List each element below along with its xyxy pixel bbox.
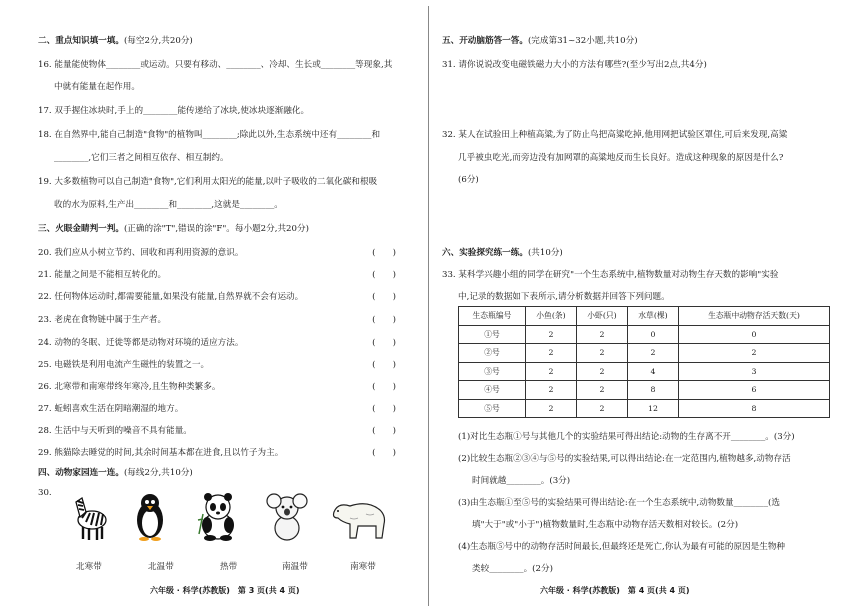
zone-label[interactable]: 北寒带 <box>76 562 102 572</box>
zone-label[interactable]: 南温带 <box>282 562 308 572</box>
table-row <box>459 381 830 400</box>
table-row <box>459 325 830 344</box>
polar-bear-icon[interactable] <box>328 492 392 552</box>
table-cell: 3 <box>679 362 830 381</box>
zebra-icon[interactable] <box>68 492 116 552</box>
answer-paren[interactable]: ( ) <box>372 270 396 280</box>
section5-heading: 五、开动脑筋答一答。(完成第31~32小题,共10分) <box>442 36 638 46</box>
animal-row <box>60 452 400 516</box>
table-row <box>459 399 830 418</box>
q32-line3: (6分) <box>458 175 479 185</box>
table-cell: 8 <box>628 381 679 400</box>
table-cell: 12 <box>628 399 679 418</box>
q30-number: 30. <box>38 488 52 498</box>
table-cell: 2 <box>679 344 830 363</box>
q31: 31. 请你说说改变电磁铁磁力大小的方法有哪些?(至少写出2点,共4分) <box>442 60 707 70</box>
q20: 20. 我们应从小树立节约、回收和再利用资源的意识。 <box>38 248 244 258</box>
table-cell: 8 <box>679 399 830 418</box>
q29: 29. 熊猫除去睡觉的时间,其余时间基本都在进食,且以竹子为主。 <box>38 448 284 458</box>
q24: 24. 动物的冬眠、迁徙等都是动物对环境的适应方法。 <box>38 338 244 348</box>
footer-left: 六年级 · 科学(苏教版) 第 3 页(共 4 页) <box>150 586 300 595</box>
q33-line2: 中,记录的数据如下表所示,请分析数据并回答下列问题。 <box>458 292 670 302</box>
table-cell: ①号 <box>459 325 526 344</box>
table-cell: 2 <box>526 362 577 381</box>
answer-paren[interactable]: ( ) <box>372 360 396 370</box>
table-header-row <box>459 307 830 326</box>
table-header: 生态瓶编号 <box>459 307 526 326</box>
experiment-table <box>458 306 830 418</box>
q22: 22. 任何物体运动时,都需要能量,如果没有能量,自然界就不会有运动。 <box>38 292 304 302</box>
answer-paren[interactable]: ( ) <box>372 404 396 414</box>
q17: 17. 双手握住冰块时,手上的________能传递给了冰块,使冰块逐渐融化。 <box>38 106 310 116</box>
table-cell: 2 <box>577 344 628 363</box>
answer-paren[interactable]: ( ) <box>372 338 396 348</box>
table-cell: 0 <box>628 325 679 344</box>
table-row <box>459 362 830 381</box>
q33-sub3-line1: (3)由生态瓶①至⑤号的实验结果可得出结论:在一个生态系统中,动物数量________(选 <box>458 498 780 508</box>
q25: 25. 电磁铁是利用电流产生磁性的装置之一。 <box>38 360 210 370</box>
table-cell: ②号 <box>459 344 526 363</box>
table-cell: 2 <box>577 399 628 418</box>
table-cell: ④号 <box>459 381 526 400</box>
table-cell: 2 <box>526 325 577 344</box>
answer-paren[interactable]: ( ) <box>372 382 396 392</box>
section3-heading: 三、火眼金睛判一判。(正确的涂"T",错误的涂"F"。每小题2分,共20分) <box>38 224 309 234</box>
table-cell: 2 <box>577 381 628 400</box>
q32-line1: 32. 某人在试验田上种植高粱,为了防止鸟把高粱吃掉,他用网把试验区罩住,可后来发现,高粱 <box>442 130 788 140</box>
q16-line2: 中就有能量在起作用。 <box>54 82 140 92</box>
q28: 28. 生活中与天听到的噪音不具有能量。 <box>38 426 192 436</box>
q33-sub1: (1)对比生态瓶①号与其他几个的实验结果可得出结论:动物的生存离不开________。(3分) <box>458 432 795 442</box>
table-header: 小虾(只) <box>577 307 628 326</box>
table-header: 小鱼(条) <box>526 307 577 326</box>
zone-label[interactable]: 北温带 <box>148 562 174 572</box>
section2-heading: 二、重点知识填一填。(每空2分,共20分) <box>38 36 193 46</box>
koala-icon[interactable] <box>265 492 313 552</box>
q16-line1: 16. 能量能使物体________或运动。只要有移动、________、冷却、生长或________等现象,其 <box>38 60 393 70</box>
q23: 23. 老虎在食物链中属于生产者。 <box>38 315 167 325</box>
table-cell: 6 <box>679 381 830 400</box>
table-cell: 2 <box>526 399 577 418</box>
table-cell: 4 <box>628 362 679 381</box>
table-header: 生态瓶中动物存活天数(天) <box>679 307 830 326</box>
table-cell: 2 <box>526 344 577 363</box>
q19-line2: 收的水为原料,生产出________和________,这就是________。 <box>54 200 283 210</box>
section4-heading: 四、动物家园连一连。(每线2分,共10分) <box>38 468 193 478</box>
answer-paren[interactable]: ( ) <box>372 315 396 325</box>
q32-line2: 几乎被虫吃光,而旁边没有加网罩的高粱地反而生长良好。造成这种现象的原因是什么? <box>458 153 784 163</box>
q33-line1: 33. 某科学兴趣小组的同学在研究"一个生态系统中,植物数量对动物生存天数的影响"实验 <box>442 270 779 280</box>
q33-sub4-line1: (4)生态瓶⑤号中的动物存活时间最长,但最终还是死亡,你认为最有可能的原因是生物种 <box>458 542 786 552</box>
q18-line1: 18. 在自然界中,能自己制造"食物"的植物叫________;除此以外,生态系统中还有________和 <box>38 130 381 140</box>
footer-right: 六年级 · 科学(苏教版) 第 4 页(共 4 页) <box>540 586 690 595</box>
q27: 27. 蚯蚓喜欢生活在阴暗潮湿的地方。 <box>38 404 184 414</box>
table-cell: ③号 <box>459 362 526 381</box>
table-cell: 2 <box>526 381 577 400</box>
q33-sub4-line2: 类较________。(2分) <box>472 564 553 574</box>
q21: 21. 能量之间是不能相互转化的。 <box>38 270 167 280</box>
answer-paren[interactable]: ( ) <box>372 448 396 458</box>
penguin-icon[interactable] <box>130 492 178 552</box>
answer-paren[interactable]: ( ) <box>372 248 396 258</box>
table-cell: 0 <box>679 325 830 344</box>
table-cell: 2 <box>577 362 628 381</box>
table-header: 水草(棵) <box>628 307 679 326</box>
q33-sub3-line2: 填"大于"或"小于")植物数量时,生态瓶中动物存活天数相对较长。(2分) <box>472 520 739 530</box>
answer-paren[interactable]: ( ) <box>372 426 396 436</box>
page-4 <box>430 0 860 615</box>
q26: 26. 北寒带和南寒带终年寒冷,且生物种类繁多。 <box>38 382 221 392</box>
table-cell: 2 <box>577 325 628 344</box>
q19-line1: 19. 大多数植物可以自己制造"食物",它们利用太阳光的能量,以叶子吸收的二氧化碳和根吸 <box>38 177 378 187</box>
q33-sub2-line1: (2)比较生态瓶②③④与⑤号的实验结果,可以得出结论:在一定范围内,植物越多,动物存活 <box>458 454 791 464</box>
panda-icon[interactable] <box>195 492 243 552</box>
q33-sub2-line2: 时间就越________。(3分) <box>472 476 571 486</box>
zone-label[interactable]: 热带 <box>220 562 238 572</box>
answer-paren[interactable]: ( ) <box>372 292 396 302</box>
table-cell: 2 <box>628 344 679 363</box>
section6-heading: 六、实验探究练一练。(共10分) <box>442 248 563 258</box>
zone-label[interactable]: 南寒带 <box>350 562 376 572</box>
table-cell: ⑤号 <box>459 399 526 418</box>
table-row <box>459 344 830 363</box>
q18-line2: ________,它们三者之间相互依存、相互制约。 <box>54 153 229 163</box>
